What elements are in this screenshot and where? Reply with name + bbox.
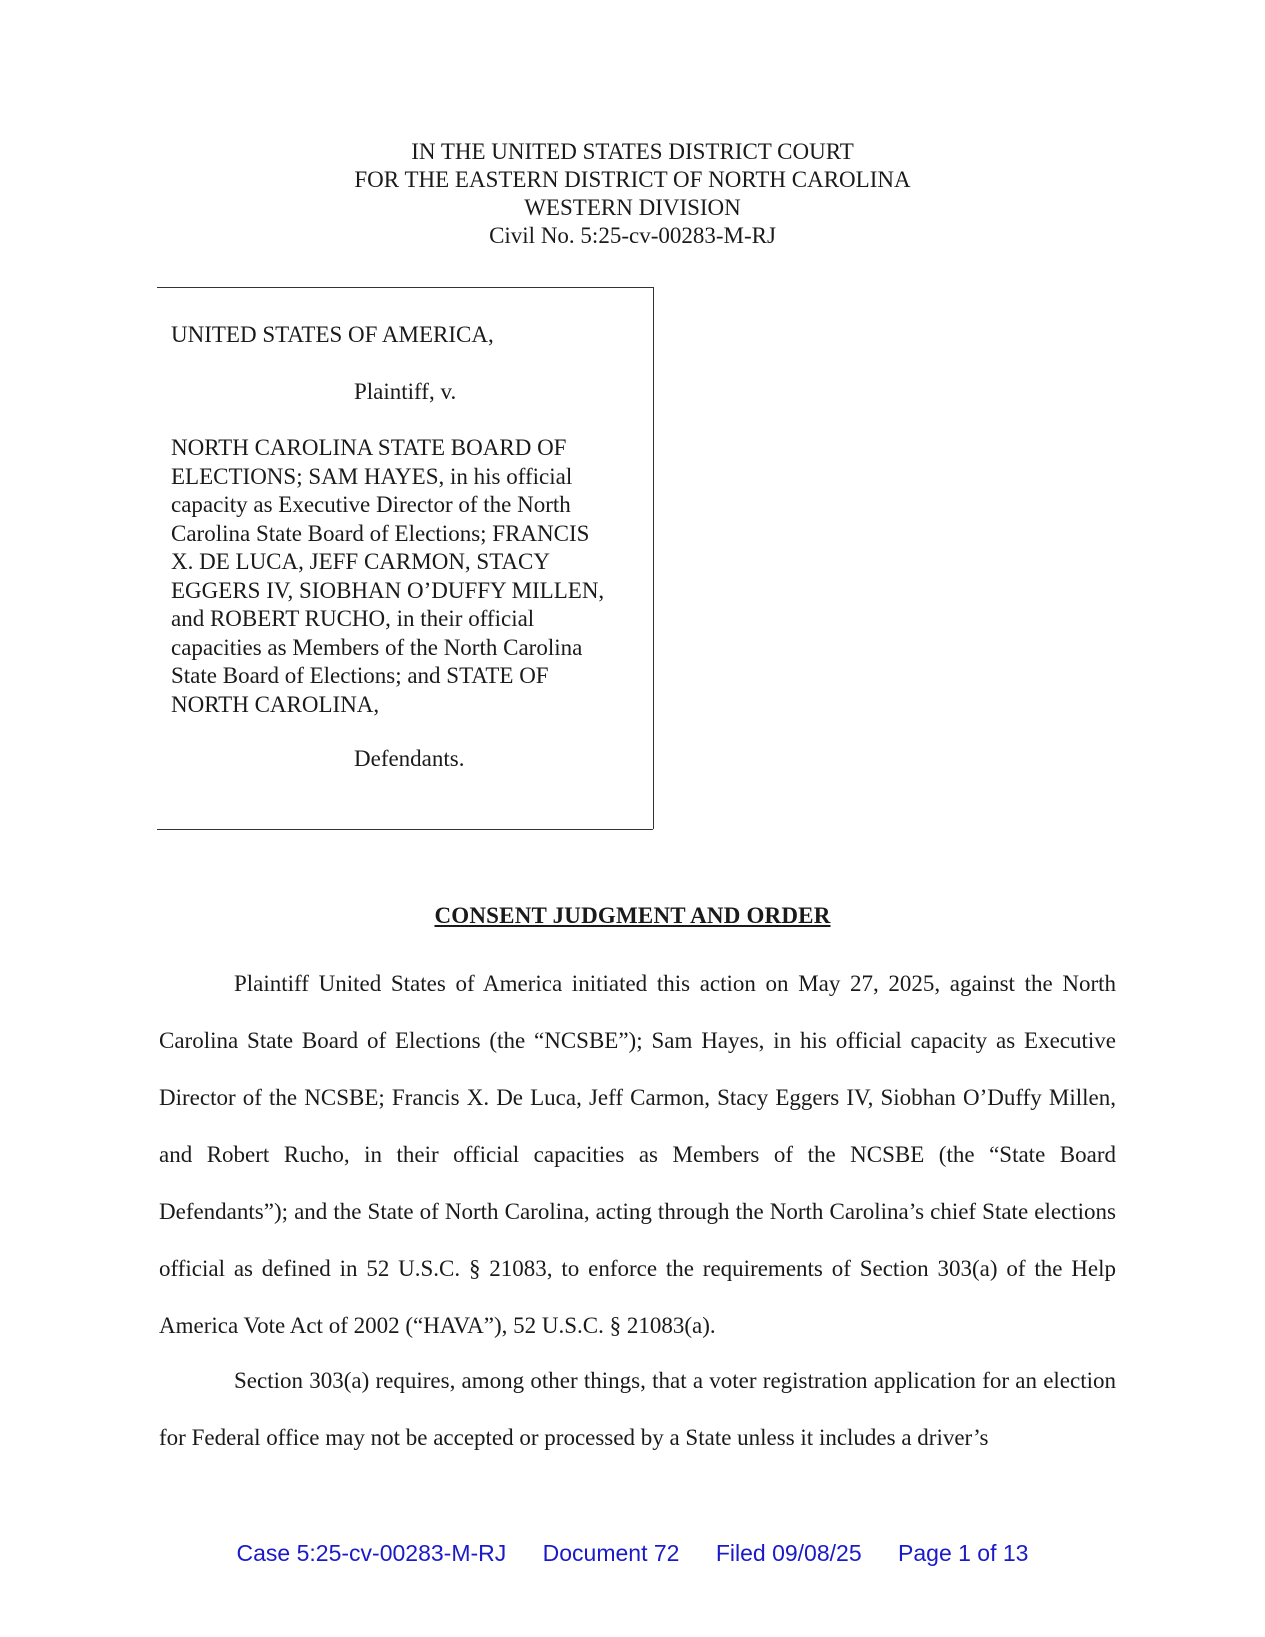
defendants-block [171,434,651,719]
civil-case-number: Civil No. 5:25-cv-00283-M-RJ [489,223,776,248]
caption-bottom-rule [157,829,653,830]
footer-page-number: Page 1 of 13 [898,1540,1029,1566]
footer-document-number: Document 72 [542,1540,680,1566]
plaintiff-name: UNITED STATES OF AMERICA, [171,322,494,347]
defendants-line: State Board of Elections; and STATE OF [171,663,549,688]
defendants-line: and ROBERT RUCHO, in their official [171,606,535,631]
court-header [0,138,1265,250]
paragraph-1: Plaintiff United States of America initiated this action on May 27, 2025, against the North Carolina State Board of Elections (the “NCSBE”); Sam Hayes, in his official capacity as Executive Director of the NCSBE; Francis X. De Luca, Jeff Carmon, Stacy Eggers IV, Siobhan O’Duffy Millen, and Robert Rucho, in their official capacities as Members of the NCSBE (the “State Board Defendants”); and the State of North Carolina, acting through the North Carolina’s chief State elections official as defined in 52 U.S.C. § 21083, to enforce the requirements of Section 303(a) of the Help America Vote Act of 2002 (“HAVA”), 52 U.S.C. § 21083(a). [159,971,1116,1338]
defendants-line: Carolina State Board of Elections; FRANCIS [171,520,590,546]
defendants-line: EGGERS IV, SIOBHAN O’DUFFY MILLEN, [171,577,605,603]
district-name: FOR THE EASTERN DISTRICT OF NORTH CAROLINA [354,167,911,192]
defendants-line: X. DE LUCA, JEFF CARMON, STACY [171,549,550,574]
defendants-line: capacities as Members of the North Carolina [171,634,583,660]
footer-case-number: Case 5:25-cv-00283-M-RJ [236,1540,507,1566]
caption-right-rule [653,287,654,829]
defendants-line: NORTH CAROLINA STATE BOARD OF [171,435,567,460]
defendants-line: capacity as Executive Director of the North [171,492,571,517]
division-name: WESTERN DIVISION [524,195,741,220]
defendants-label: Defendants. [354,746,465,771]
footer-filed-date: Filed 09/08/25 [715,1540,862,1566]
court-name: IN THE UNITED STATES DISTRICT COURT [411,139,854,164]
defendants-line: NORTH CAROLINA, [171,691,380,717]
paragraph-2: Section 303(a) requires, among other things, that a voter registration application for an election for Federal office may not be accepted or processed by a State unless it includes a driver’s [159,1368,1116,1450]
document-title: CONSENT JUDGMENT AND ORDER [434,903,831,928]
filing-footer [0,1540,1265,1567]
plaintiff-label: Plaintiff, v. [354,379,457,404]
defendants-line: ELECTIONS; SAM HAYES, in his official [171,463,573,489]
caption-top-rule [157,287,653,288]
